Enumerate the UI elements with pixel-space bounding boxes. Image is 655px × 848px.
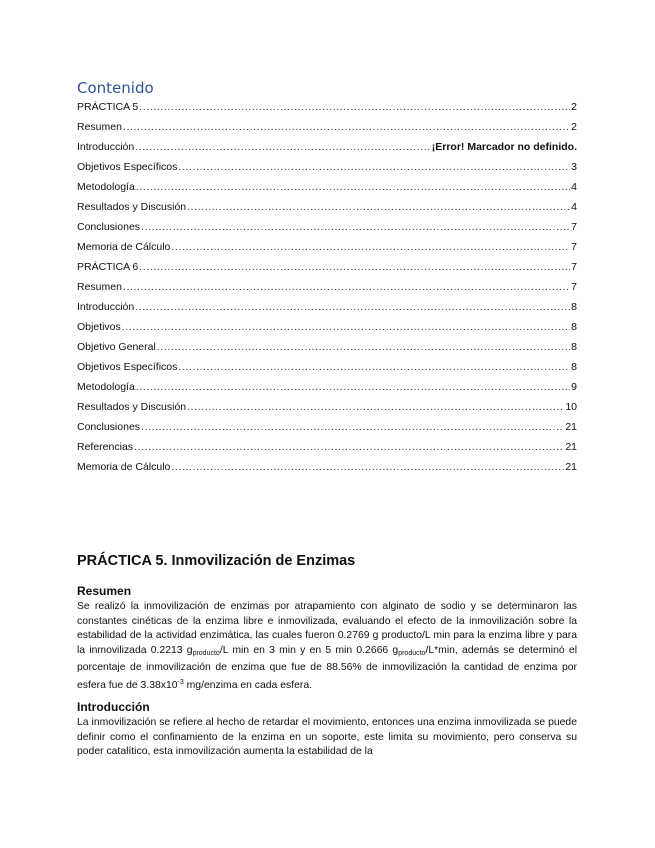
resumen-paragraph: Se realizó la inmovilización de enzimas por atrapamiento con alginato de sodio y se determinaron las constantes cinéticas de la enzima libre e inmovilizada, evaluando el efecto de la inmovilización sobre la estabilidad de la actividad enzimática, las cuales fueron 0.2769 g producto/L min para la enzima libre y para la inmovilizada 0.2213 $g_{producto}/L$ min en 3 min y en 5 min 0.2666 $g_{producto}/L*\min$, además se determinó el porcentaje de inmovilización de enzima que fue de 88.56% de inmovilización la cantidad de enzima por esfera fue de $3.38x10^{-3}$ mg/enzima en cada esfera. bbox=[77, 601, 578, 691]
toc-entry-label: Conclusiones bbox=[77, 421, 141, 433]
toc-entry-page: 7 bbox=[571, 241, 577, 253]
toc-entry[interactable] bbox=[77, 377, 577, 397]
toc-entry-label: Memoria de Cálculo bbox=[77, 241, 171, 253]
toc-entry-page: 7 bbox=[571, 221, 577, 233]
toc-entry-label: Resumen bbox=[77, 121, 122, 133]
toc-entry-page: 9 bbox=[571, 381, 577, 393]
toc-entry-page: 7 bbox=[571, 261, 577, 273]
toc-entry[interactable] bbox=[77, 437, 577, 457]
toc-leader-dots bbox=[134, 437, 564, 457]
toc-leader-dots bbox=[123, 117, 570, 137]
toc-leader-dots bbox=[141, 417, 564, 437]
toc-entry-label: Introducción bbox=[77, 301, 135, 313]
table-of-contents bbox=[77, 97, 577, 477]
toc-leader-dots bbox=[178, 357, 570, 377]
toc-entry[interactable] bbox=[77, 337, 577, 357]
toc-entry-page: 21 bbox=[565, 421, 577, 433]
toc-entry-label: Resultados y Discusión bbox=[77, 201, 187, 213]
toc-entry-page: 2 bbox=[571, 101, 577, 113]
toc-entry-label: Memoria de Cálculo bbox=[77, 461, 171, 473]
toc-entry-page: 7 bbox=[571, 281, 577, 293]
toc-entry-page: 4 bbox=[571, 181, 577, 193]
toc-entry-label: Objetivos Específicos bbox=[77, 361, 178, 373]
toc-entry[interactable] bbox=[77, 137, 577, 157]
toc-leader-dots bbox=[136, 177, 570, 197]
toc-entry[interactable] bbox=[77, 177, 577, 197]
toc-entry-page: 8 bbox=[571, 301, 577, 313]
toc-leader-dots bbox=[136, 377, 570, 397]
toc-entry[interactable] bbox=[77, 257, 577, 277]
section-title: PRÁCTICA 5. Inmovilización de Enzimas bbox=[77, 553, 356, 569]
toc-entry-page: 8 bbox=[571, 321, 577, 333]
toc-entry-page: 2 bbox=[571, 121, 577, 133]
toc-entry-page: ¡Error! Marcador no definido. bbox=[431, 141, 577, 153]
toc-entry[interactable] bbox=[77, 277, 577, 297]
toc-entry[interactable] bbox=[77, 417, 577, 437]
toc-entry-page: 4 bbox=[571, 201, 577, 213]
toc-entry[interactable] bbox=[77, 157, 577, 177]
toc-entry[interactable] bbox=[77, 117, 577, 137]
toc-leader-dots bbox=[171, 237, 570, 257]
toc-leader-dots bbox=[139, 97, 570, 117]
toc-leader-dots bbox=[157, 337, 570, 357]
toc-entry[interactable] bbox=[77, 197, 577, 217]
toc-entry-label: Resultados y Discusión bbox=[77, 401, 187, 413]
toc-leader-dots bbox=[122, 317, 570, 337]
toc-entry[interactable] bbox=[77, 457, 577, 477]
toc-entry-page: 10 bbox=[565, 401, 577, 413]
toc-entry-label: Objetivo General bbox=[77, 341, 156, 353]
toc-entry[interactable] bbox=[77, 317, 577, 337]
toc-entry-label: Introducción bbox=[77, 141, 135, 153]
resumen-heading: Resumen bbox=[77, 584, 132, 598]
toc-entry[interactable] bbox=[77, 357, 577, 377]
toc-entry[interactable] bbox=[77, 237, 577, 257]
toc-leader-dots bbox=[187, 397, 564, 417]
toc-entry-label: Metodología bbox=[77, 181, 135, 193]
toc-entry-page: 3 bbox=[571, 161, 577, 173]
toc-entry[interactable] bbox=[77, 297, 577, 317]
toc-entry-label: Objetivos Específicos bbox=[77, 161, 178, 173]
toc-entry-page: 8 bbox=[571, 361, 577, 373]
toc-entry-page: 8 bbox=[571, 341, 577, 353]
toc-leader-dots bbox=[139, 257, 570, 277]
toc-entry-label: Referencias bbox=[77, 441, 134, 453]
toc-entry[interactable] bbox=[77, 397, 577, 417]
toc-entry-label: Objetivos bbox=[77, 321, 121, 333]
toc-entry-page: 21 bbox=[565, 441, 577, 453]
toc-entry-label: Resumen bbox=[77, 281, 122, 293]
toc-leader-dots bbox=[123, 277, 570, 297]
toc-entry[interactable] bbox=[77, 97, 577, 117]
toc-entry[interactable] bbox=[77, 217, 577, 237]
toc-leader-dots bbox=[187, 197, 570, 217]
toc-entry-label: Metodología bbox=[77, 381, 135, 393]
toc-leader-dots bbox=[178, 157, 570, 177]
toc-entry-label: Conclusiones bbox=[77, 221, 141, 233]
toc-leader-dots bbox=[135, 297, 570, 317]
introduccion-paragraph: La inmovilización se refiere al hecho de retardar el movimiento, entonces una enzima inmovilizada se puede definir como el confinamiento de la enzima en un soporte, este limita su movimiento, pero conserva su poder catalítico, esta inmovilización aumenta la estabilidad de la bbox=[77, 717, 577, 757]
toc-leader-dots bbox=[171, 457, 564, 477]
toc-leader-dots bbox=[135, 137, 431, 157]
toc-entry-label: PRÁCTICA 6 bbox=[77, 261, 139, 273]
toc-entry-page: 21 bbox=[565, 461, 577, 473]
toc-leader-dots bbox=[141, 217, 570, 237]
introduccion-heading: Introducción bbox=[77, 700, 150, 714]
toc-entry-label: PRÁCTICA 5 bbox=[77, 101, 139, 113]
toc-title: Contenido bbox=[77, 79, 154, 97]
